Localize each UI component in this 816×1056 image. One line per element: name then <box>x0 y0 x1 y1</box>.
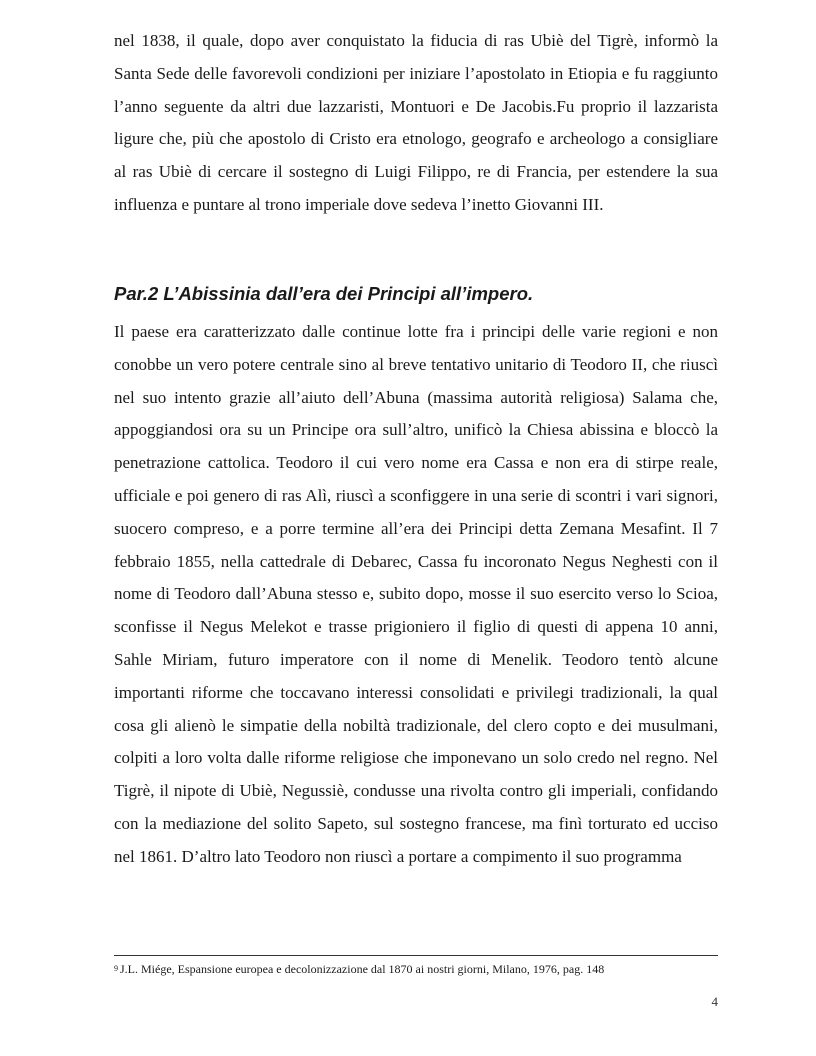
footnote-text: J.L. Miége, Espansione europea e decolonizzazione dal 1870 ai nostri giorni, Milano, 1976, pag. 148 <box>120 962 605 976</box>
section-heading: Par.2 L’Abissinia dall’era dei Principi all’impero. <box>114 283 534 304</box>
body-paragraph-2: Il paese era caratterizzato dalle continue lotte fra i principi delle varie regioni e non conobbe un vero potere centrale sino al breve tentativo unitario di Teodoro II, che riuscì nel suo intento grazie all’aiuto dell’Abuna (massima autorità religiosa) Salama che, appoggiandosi ora su un Principe ora sull’altro, unificò la Chiesa abissina e bloccò la penetrazione cattolica. Teodoro il cui vero nome era Cassa e non era di stirpe reale, ufficiale e poi genero di ras Alì, riuscì a sconfiggere in una serie di scontri i vari signori, suocero compreso, e a porre termine all’era dei Principi detta Zemana Mesafint. Il 7 febbraio 1855, nella cattedrale di Debarec, Cassa fu incoronato Negus Neghesti con il nome di Teodoro dall’Abuna stesso e, subito dopo, mosse il suo esercito verso lo Scioa, sconfisse il Negus Melekot e trasse prigioniero il figlio di questi di appena 10 anni, Sahle Miriam, futuro imperatore con il nome di Menelik. Teodoro tentò alcune importanti riforme che toccavano interessi consolidati e privilegi tradizionali, la qual cosa gli alienò le simpatie della nobiltà tradizionale, del clero copto e dei musulmani, colpiti a loro volta dalle riforme religiose che imponevano un solo credo nel regno. Nel Tigrè, il nipote di Ubiè, Negussiè, condusse una rivolta contro gli imperiali, confidando con la mediazione del solito Sapeto, sul sostegno francese, ma finì torturato ed ucciso nel 1861. D’altro lato Teodoro non riuscì a portare a compimento il suo programma <box>114 322 718 866</box>
footnote-number: 9 <box>114 964 118 973</box>
footnote <box>114 962 718 977</box>
body-paragraph-1: nel 1838, il quale, dopo aver conquistato la fiducia di ras Ubiè del Tigrè, informò la Santa Sede delle favorevoli condizioni per iniziare l’apostolato in Etiopia e fu raggiunto l’anno seguente da altri due lazzaristi, Montuori e De Jacobis.Fu proprio il lazzarista ligure che, più che apostolo di Cristo era etnologo, geografo e archeologo a consigliare al ras Ubiè di cercare il sostegno di Luigi Filippo, re di Francia, per estendere la sua influenza e puntare al trono imperiale dove sedeva l’inetto Giovanni III. <box>114 31 718 214</box>
page-number: 4 <box>711 994 718 1009</box>
footnote-divider <box>114 955 718 956</box>
